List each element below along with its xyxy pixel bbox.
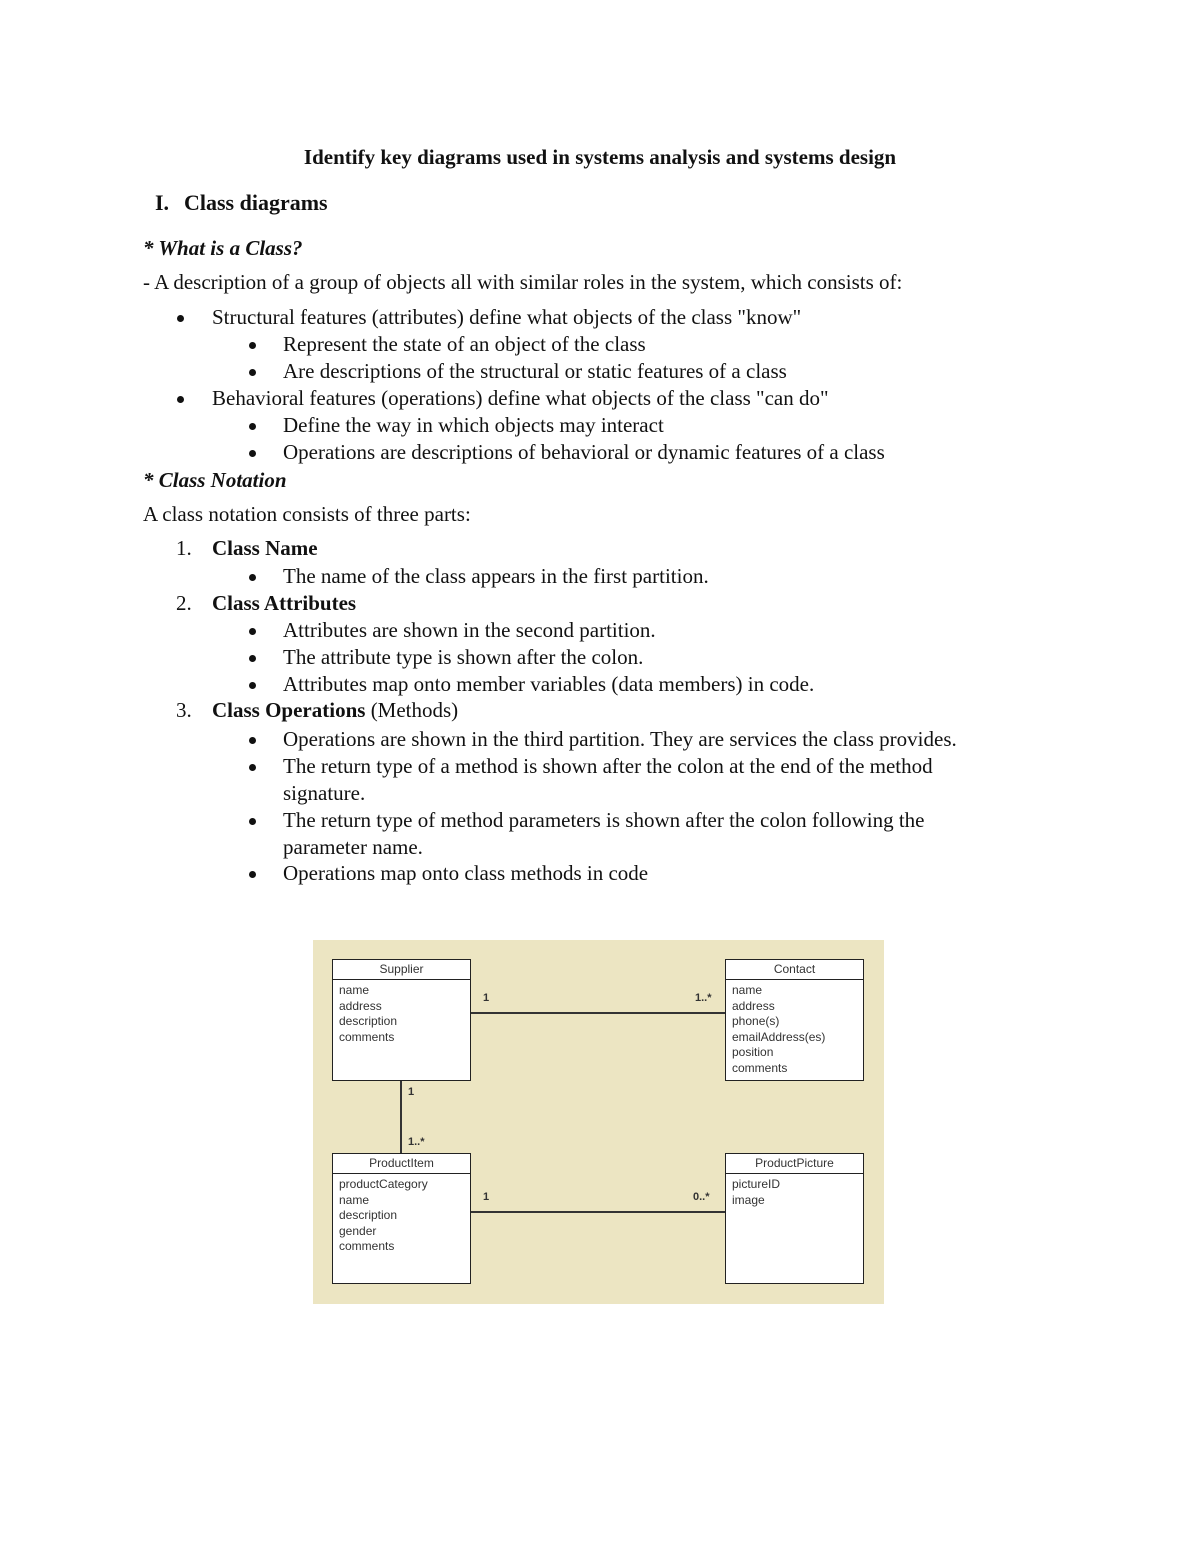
list-item: Operations are descriptions of behavioral or dynamic features of a class [283, 439, 885, 466]
attribute: description [339, 1208, 398, 1223]
bullet-icon [249, 628, 256, 635]
association-line-supplier-productitem [400, 1081, 402, 1153]
class-name: Contact [726, 960, 863, 980]
class-name: Supplier [333, 960, 470, 980]
class-attributes [726, 1174, 863, 1208]
list-item: Operations map onto class methods in code [283, 860, 648, 887]
attribute: gender [339, 1223, 377, 1238]
attribute: emailAddress(es) [732, 1029, 826, 1044]
bullet-icon [249, 450, 256, 457]
numbered-item: 1. Class Name [176, 536, 318, 560]
class-name: ProductItem [333, 1154, 470, 1174]
class-notation-heading: * Class Notation [143, 468, 287, 492]
bullet-icon [249, 655, 256, 662]
numbered-item: 2. Class Attributes [176, 591, 357, 615]
attribute: comments [732, 1060, 788, 1075]
what-is-class-heading: * What is a Class? [143, 236, 303, 260]
bullet-icon [249, 682, 256, 689]
class-attributes [726, 980, 863, 1077]
list-item: Structural features (attributes) define what objects of the class "know" [212, 304, 801, 331]
attribute: image [732, 1192, 765, 1207]
bullet-icon [249, 871, 256, 878]
list-item: Represent the state of an object of the class [283, 331, 646, 358]
bullet-icon [249, 574, 256, 581]
association-line-productitem-productpicture [471, 1211, 725, 1213]
class-definition: - A description of a group of objects all with similar roles in the system, which consists of: [143, 270, 903, 294]
multiplicity-label: 1 [408, 1086, 415, 1098]
list-item: The attribute type is shown after the colon. [283, 644, 643, 671]
bullet-icon [249, 423, 256, 430]
list-item: Attributes map onto member variables (data members) in code. [283, 671, 814, 698]
attribute: pictureID [732, 1177, 781, 1191]
attribute: productCategory [339, 1177, 428, 1191]
numbered-item: 3. Class Operations (Methods) [176, 698, 459, 722]
document-title: Identify key diagrams used in systems analysis and systems design [303, 145, 897, 169]
multiplicity-label: 1..* [695, 992, 712, 1004]
attribute: address [732, 998, 775, 1013]
multiplicity-label: 1 [483, 992, 490, 1004]
class-diagram [313, 940, 884, 1304]
class-attributes [333, 980, 470, 1045]
attribute: comments [339, 1239, 395, 1254]
class-box-productitem [332, 1153, 471, 1284]
list-item: Attributes are shown in the second partition. [283, 617, 656, 644]
class-box-contact [725, 959, 864, 1081]
association-line-supplier-contact [471, 1012, 725, 1014]
list-item: The return type of method parameters is shown after the colon following the [283, 807, 924, 834]
attribute: address [339, 998, 382, 1013]
multiplicity-label: 1..* [408, 1136, 425, 1148]
bullet-icon [249, 737, 256, 744]
list-item: Operations are shown in the third partition. They are services the class provides. [283, 726, 957, 753]
list-item: Behavioral features (operations) define what objects of the class "can do" [212, 385, 829, 412]
section-heading [155, 188, 328, 218]
section-number: I. [155, 190, 170, 215]
attribute: description [339, 1014, 398, 1029]
attribute: name [339, 1192, 370, 1207]
bullet-icon [177, 396, 184, 403]
list-item-continuation: parameter name. [283, 835, 423, 859]
list-item-continuation: signature. [283, 781, 366, 805]
list-item: The name of the class appears in the first partition. [283, 563, 709, 590]
multiplicity-label: 0..* [693, 1191, 710, 1203]
class-box-productpicture [725, 1153, 864, 1284]
list-item: Define the way in which objects may interact [283, 412, 664, 439]
attribute: name [339, 983, 370, 997]
attribute: phone(s) [732, 1014, 780, 1029]
class-attributes [333, 1174, 470, 1255]
multiplicity-label: 1 [483, 1191, 490, 1203]
bullet-icon [249, 342, 256, 349]
bullet-icon [249, 818, 256, 825]
bullet-icon [249, 369, 256, 376]
class-box-supplier [332, 959, 471, 1081]
bullet-icon [177, 315, 184, 322]
class-notation-intro: A class notation consists of three parts: [143, 502, 471, 526]
list-item: The return type of a method is shown after the colon at the end of the method [283, 753, 933, 780]
attribute: comments [339, 1029, 395, 1044]
attribute: position [732, 1045, 774, 1060]
list-item: Are descriptions of the structural or static features of a class [283, 358, 787, 385]
section-title: Class diagrams [184, 190, 328, 215]
bullet-icon [249, 764, 256, 771]
attribute: name [732, 983, 763, 997]
class-name: ProductPicture [726, 1154, 863, 1174]
